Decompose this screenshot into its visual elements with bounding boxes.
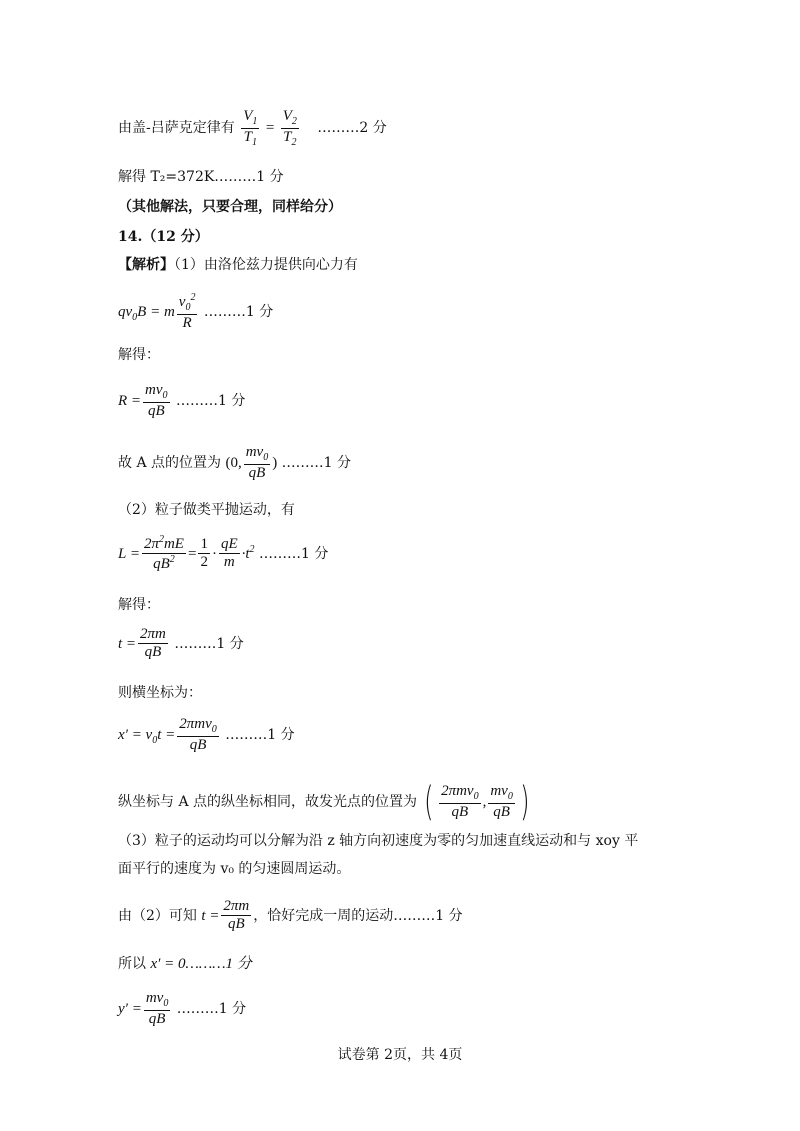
full-cycle-line: 由（2）可知 t = $\frac{2\pi m}{qB}$ ，恰好完成一周的运动………1 分 (118, 898, 463, 933)
x-zero-equation: x′ = 0………1 分 (150, 956, 252, 972)
part1-text: （1）由洛伦兹力提供向心力有 (174, 257, 358, 273)
projectile-equation: L = $\frac{2\pi^2mE}{qB^2}$ = $\frac{1}{2}$ · $\frac{qE}{m}$ $\cdot t^2$ ………1 分 (118, 534, 329, 573)
solve-t2-line: 解得 T₂=372K………1 分 (118, 169, 284, 185)
other-methods-note: （其他解法，只要合理，同样给分） (118, 199, 342, 215)
full-cycle-prefix: 由（2）可知 (118, 907, 197, 924)
x-zero-line (118, 957, 252, 972)
solve-label-2: 解得： (118, 597, 160, 613)
score-text: ………1 分 (203, 303, 274, 320)
gay-lussac-line: 由盖-吕萨克定律有 $\frac{V_1}{T_1}$ = $\frac{V_2}{T_2}$ ………2 分 (118, 108, 387, 148)
point-a-text: 故 A 点的位置为 (118, 454, 222, 471)
question-14-heading: 14.（12 分） (118, 229, 209, 245)
solve-label: 解得： (118, 347, 160, 363)
so-text: 所以 (118, 956, 146, 972)
v2-t2-fraction: $\frac{V_2}{T_2}$ (282, 108, 297, 148)
emission-point-line: 纵坐标与 A 点的纵坐标相同，故发光点的位置为 ( $\frac{2\pi mv_0}{qB}$ , $\frac{mv_0}{qB}$ ) (118, 779, 530, 825)
x-coordinate-label: 则横坐标为： (118, 685, 202, 701)
score-text: ………1 分 (174, 635, 244, 652)
score-text: ………2 分 (317, 120, 387, 136)
part3-line1: （3）粒子的运动均可以分解为沿 z 轴方向初速度为零的匀加速直线运动和与 xoy 平 (118, 833, 639, 849)
x-coordinate-equation: $x' = v_0t$ = $\frac{2\pi mv_0}{qB}$ ………1 分 (118, 716, 295, 753)
time-equation: t = $\frac{2\pi m}{qB}$ ………1 分 (118, 626, 244, 661)
part3-line2: 面平行的速度为 v₀ 的匀速圆周运动。 (118, 861, 351, 877)
score-text: ………1 分 (225, 726, 295, 743)
score-text: ………1 分 (258, 545, 329, 562)
page-footer: 试卷第 2页，共 4页 (337, 1047, 463, 1063)
gay-lussac-text: 由盖-吕萨克定律有 (118, 120, 235, 136)
part2-text: （2）粒子做类平抛运动，有 (118, 502, 295, 518)
lorentz-equation: $qv_0B = m$ $\frac{v_0^2}{R}$ ………1 分 (118, 292, 274, 331)
analysis-tag: 【解析】 (118, 257, 174, 273)
full-cycle-suffix: ，恰好完成一周的运动………1 分 (253, 907, 463, 924)
score-text: ………1 分 (176, 1000, 247, 1017)
y-coordinate-equation: y′ = $\frac{mv_0}{qB}$ ………1 分 (118, 990, 247, 1027)
score-text: ………1 分 (176, 392, 246, 409)
radius-equation: R = $\frac{mv_0}{qB}$ ………1 分 (118, 382, 246, 419)
score-text: ………1 分 (281, 454, 352, 471)
analysis-part1-line (118, 258, 358, 272)
point-a-position-line: 故 A 点的位置为 (0, $\frac{mv_0}{qB}$ ) ………1 分 (118, 444, 352, 481)
v1-t1-fraction: $\frac{V_1}{T_1}$ (243, 108, 258, 148)
emission-point-text: 纵坐标与 A 点的纵坐标相同，故发光点的位置为 (118, 794, 418, 810)
